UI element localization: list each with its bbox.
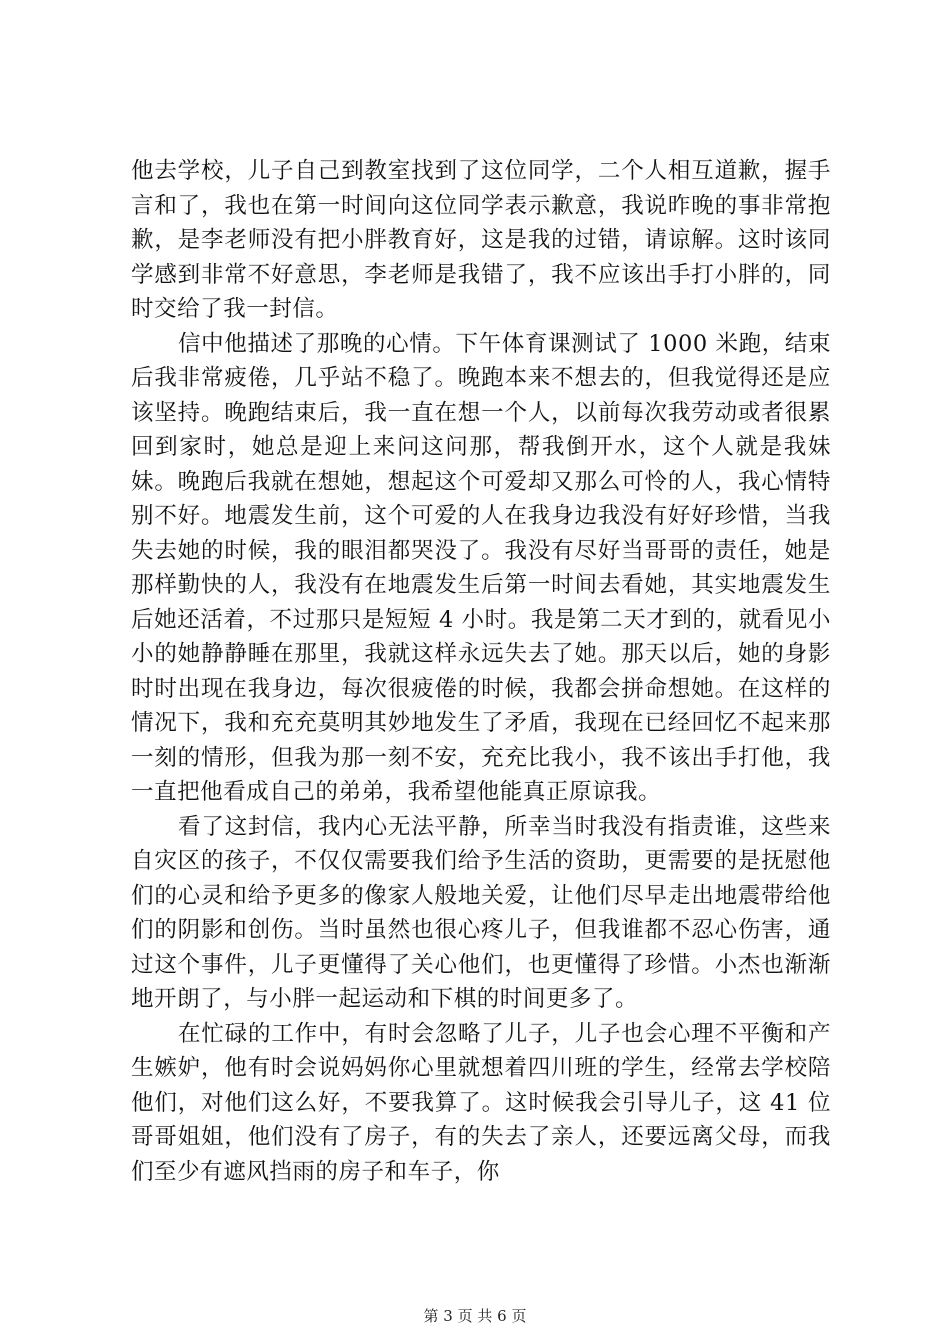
paragraph-1: 他去学校，儿子自己到教室找到了这位同学，二个人相互道歉，握手言和了，我也在第一时间向这位同学表示歉意，我说昨晚的事非常抱歉，是李老师没有把小胖教育好，这是我的过错，请谅解。这时该同学感到非常不好意思，李老师是我错了，我不应该出手打小胖的，同时交给了我一封信。	[131, 158, 831, 322]
paragraph-2: 信中他描述了那晚的心情。下午体育课测试了 1000 米跑，结束后我非常疲倦，几乎站不稳了。晚跑本来不想去的，但我觉得还是应该坚持。晚跑结束后，我一直在想一个人，以前每次我劳动或者很累回到家时，她总是迎上来问这问那，帮我倒开水，这个人就是我妹妹。晚跑后我就在想她，想起这个可爱却又那么可怜的人，我心情特别不好。地震发生前，这个可爱的人在我身边我没有好好珍惜，当我失去她的时候，我的眼泪都哭没了。我没有尽好当哥哥的责任，她是那样勤快的人，我没有在地震发生后第一时间去看她，其实地震发生后她还活着，不过那只是短短 4 小时。我是第二天才到的，就看见小小的她静静睡在那里，我就这样永远失去了她。那天以后，她的身影时时出现在我身边，每次很疲倦的时候，我都会拼命想她。在这样的情况下，我和充充莫明其妙地发生了矛盾，我现在已经回忆不起来那一刻的情形，但我为那一刻不安，充充比我小，我不该出手打他，我一直把他看成自己的弟弟，我希望他能真正原谅我。	[131, 330, 831, 805]
paragraph-4: 在忙碌的工作中，有时会忽略了儿子，儿子也会心理不平衡和产生嫉妒，他有时会说妈妈你心里就想着四川班的学生，经常去学校陪他们，对他们这么好，不要我算了。这时候我会引导儿子，这 41 位哥哥姐姐，他们没有了房子，有的失去了亲人，还要远离父母，而我们至少有遮风挡雨的房子和车子，你	[131, 1020, 831, 1185]
page-number-footer: 第 3 页 共 6 页	[423, 1307, 527, 1325]
document-body	[131, 154, 831, 1189]
paragraph-3: 看了这封信，我内心无法平静，所幸当时我没有指责谁，这些来自灾区的孩子，不仅仅需要我们给予生活的资助，更需要的是抚慰他们的心灵和给予更多的像家人般地关爱，让他们尽早走出地震带给他们的阴影和创伤。当时虽然也很心疼儿子，但我谁都不忍心伤害，通过这个事件，儿子更懂得了关心他们，也更懂得了珍惜。小杰也渐渐地开朗了，与小胖一起运动和下棋的时间更多了。	[131, 813, 831, 1012]
